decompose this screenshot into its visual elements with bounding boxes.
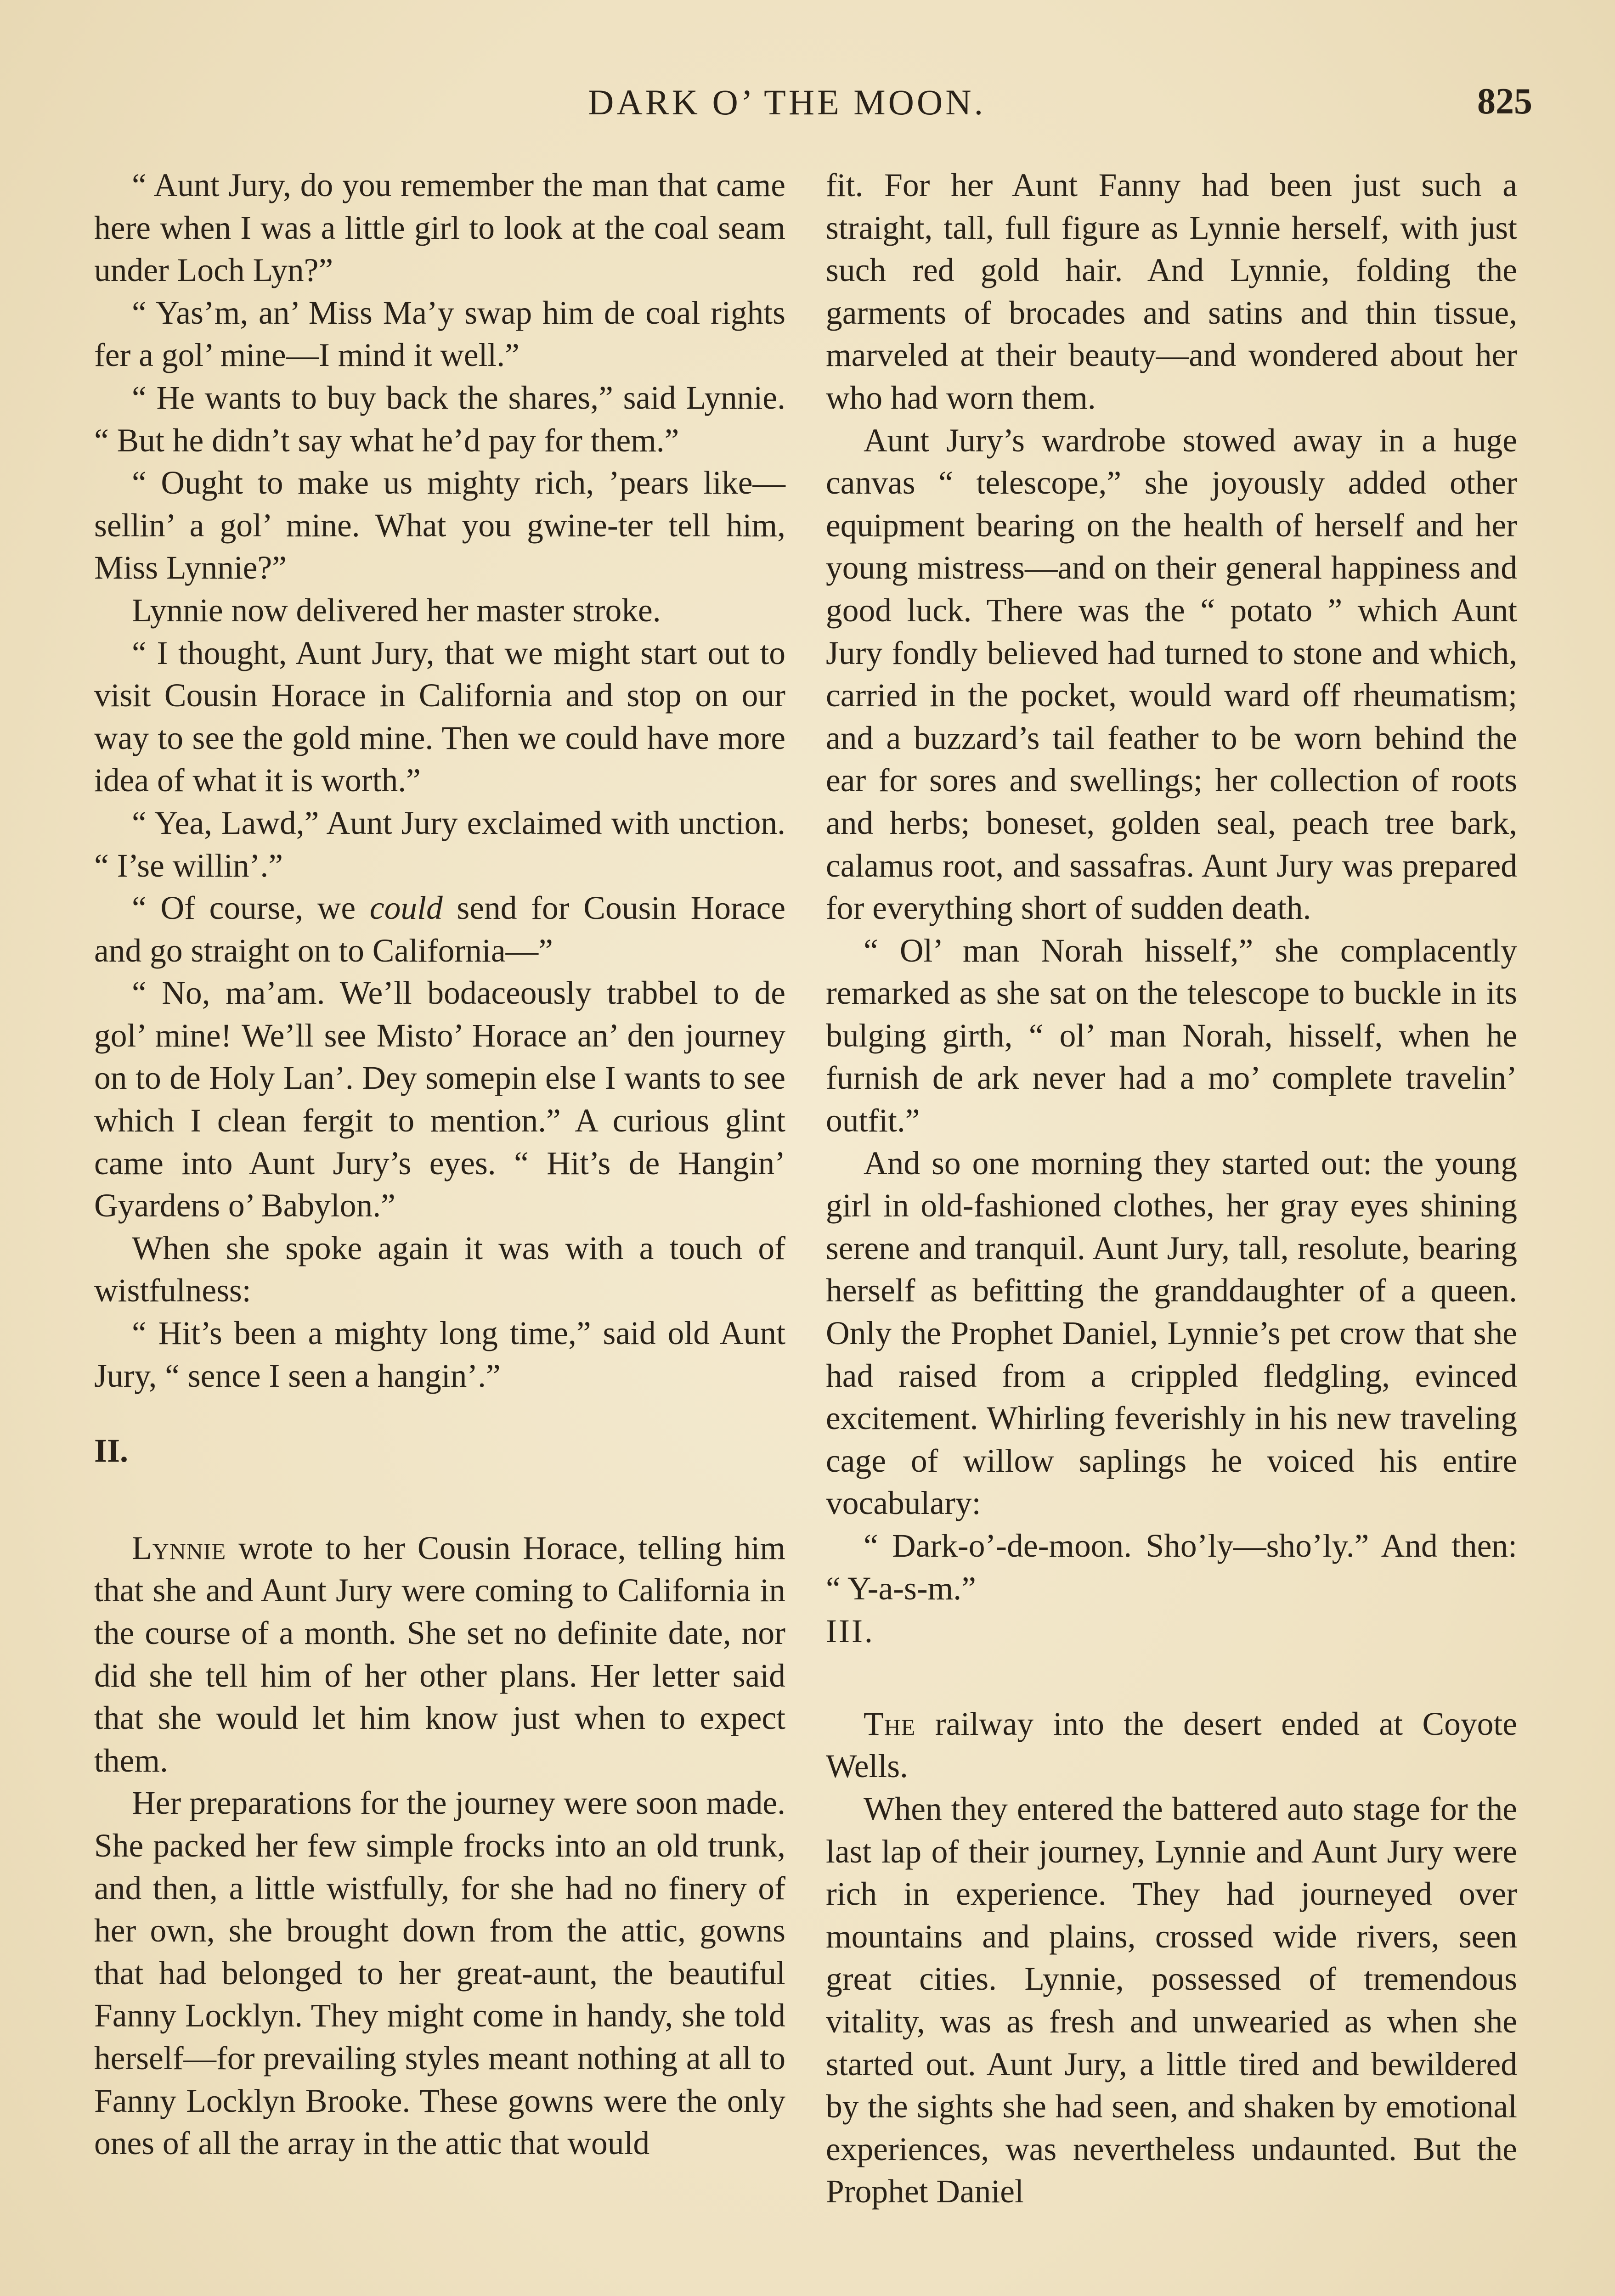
paragraph-text: send for Cousin Horace and go straight on to California—”: [94, 890, 785, 969]
running-head: [0, 78, 1615, 129]
paragraph: Her preparations for the journey were soon made. She packed her few simple frocks into an old trunk, and then, a little wistfully, for she had no finery of her own, she brought down from the attic, gowns that had belonged to her great-aunt, the beautiful Fanny Locklyn. They might come in handy, she told herself—for prevailing styles meant nothing at all to Fanny Locklyn Brooke. These gowns were the only ones of all the array in the attic that would: [94, 1785, 785, 2162]
paragraph: When she spoke again it was with a touch of wistfulness:: [94, 1230, 785, 1309]
paragraph-text: railway into the desert ended at Coyote Wells.: [826, 1705, 1517, 1785]
paragraph: “ He wants to buy back the shares,” said Lynnie. “ But he didn’t say what he’d pay for them.”: [94, 379, 785, 459]
running-title: DARK O’ THE MOON.: [588, 82, 986, 122]
paragraph: “ Ought to make us mighty rich, ’pears like—sellin’ a gol’ mine. What you gwine-ter tell him, Miss Lynnie?”: [94, 465, 785, 586]
paragraph: [94, 1527, 785, 1783]
page-number: 825: [1477, 81, 1532, 122]
paragraph: “ Yas’m, an’ Miss Ma’y swap him de coal rights fer a gol’ mine—I mind it well.”: [94, 294, 785, 374]
emphasis-text: could: [369, 890, 443, 927]
left-column: [94, 164, 785, 2165]
paragraph: Lynnie now delivered her master stroke.: [132, 592, 661, 629]
paragraph: “ Ol’ man Norah hisself,” she complacently remarked as she sat on the telescope to buckle in its bulging girth, “ ol’ man Norah, hisself, when he furnish de ark never had a mo’ complete travelin’ outfit.”: [826, 932, 1517, 1139]
paragraph: Aunt Jury’s wardrobe stowed away in a huge canvas “ telescope,” she joyously added other equipment bearing on the health of herself and her young mistress—and on their general happiness and good luck. There was the “ potato ” which Aunt Jury fondly believed had turned to stone and which, carried in the pocket, would ward off rheumatism; and a buzzard’s tail feather to be worn behind the ear for sores and swellings; her collection of roots and herbs; boneset, golden seal, peach tree bark, calamus root, and sassafras. Aunt Jury was prepared for everything short of sudden death.: [826, 422, 1517, 927]
paragraph: “ Dark-o’-de-moon. Sho’ly—sho’ly.” And then: “ Y-a-s-m.”: [826, 1528, 1517, 1607]
right-column: [826, 164, 1517, 2213]
paragraph: “ Hit’s been a mighty long time,” said old Aunt Jury, “ sence I seen a hangin’.”: [94, 1315, 785, 1394]
paragraph: “ No, ma’am. We’ll bodaceously trabbel to de gol’ mine! We’ll see Misto’ Horace an’ den journey on to de Holy Lan’. Dey somepin else I wants to see which I clean fergit to mention.” A curious glint came into Aunt Jury’s eyes. “ Hit’s de Hangin’ Gyardens o’ Babylon.”: [94, 975, 785, 1224]
section-heading-3: III.: [826, 1613, 875, 1650]
paragraph: “ Yea, Lawd,” Aunt Jury exclaimed with unction. “ I’se willin’.”: [94, 805, 785, 884]
small-caps-lead: The: [864, 1705, 916, 1742]
paragraph: And so one morning they started out: the young girl in old-fashioned clothes, her gray eyes shining serene and tranquil. Aunt Jury, tall, resolute, bearing herself as befitting the granddaughter of a queen. Only the Prophet Daniel, Lynnie’s pet crow that she had raised from a crippled fledgling, evinced excitement. Whirling feverishly in his new traveling cage of willow saplings he voiced his entire vocabulary:: [826, 1145, 1517, 1522]
paragraph-text: “ Of course, we: [132, 890, 370, 927]
paragraph-text: wrote to her Cousin Horace, telling him that she and Aunt Jury were coming to California in the course of a month. She set no definite date, nor did she tell him of her other plans. Her letter said that she would let him know just when to expect them.: [94, 1530, 785, 1779]
paragraph: [826, 1703, 1517, 1788]
paragraph: “ I thought, Aunt Jury, that we might start out to visit Cousin Horace in California and stop on our way to see the gold mine. Then we could have more idea of what it is worth.”: [94, 635, 785, 799]
small-caps-lead: Lynnie: [132, 1530, 226, 1566]
paragraph: When they entered the battered auto stage for the last lap of their journey, Lynnie and Aunt Jury were rich in experience. They had journeyed over mountains and plains, crossed wide rivers, seen great cities. Lynnie, possessed of tremendous vitality, was as fresh and unwearied as when she started out. Aunt Jury, a little tired and bewildered by the sights she had seen, and shaken by emotional experiences, was nevertheless undaunted. But the Prophet Daniel: [826, 1790, 1517, 2210]
paragraph: “ Aunt Jury, do you remember the man that came here when I was a little girl to look at the coal seam under Loch Lyn?”: [94, 167, 785, 289]
paragraph: [94, 887, 785, 972]
paragraph: fit. For her Aunt Fanny had been just such a straight, tall, full figure as Lynnie herself, with just such red gold hair. And Lynnie, folding the garments of brocades and satins and thin tissue, marveled at their beauty—and wondered about her who had worn them.: [826, 167, 1517, 416]
section-heading-2: II.: [94, 1432, 129, 1469]
